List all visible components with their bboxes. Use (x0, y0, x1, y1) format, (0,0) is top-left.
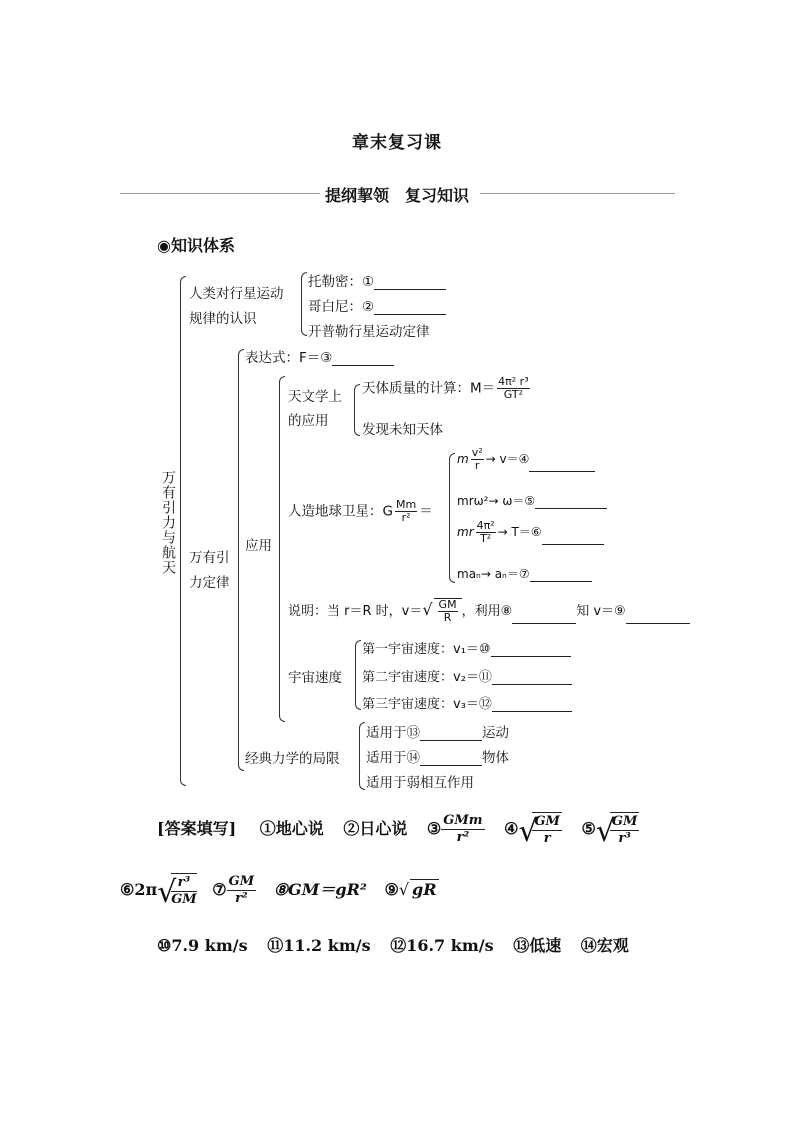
cosmic-speed-label: 宇宙速度 (288, 670, 342, 686)
answer-4: ④ √ $\frac{GM}{r}$ (504, 814, 560, 849)
astro-brace (354, 384, 360, 436)
satellite-item: 人造地球卫星：G $\frac{Mm}{\text{r²}}$ ＝ (288, 498, 433, 524)
answer-12: ⑫16.7 km/s (390, 936, 494, 955)
section-banner (0, 183, 794, 206)
b1-item-ptolemy: 托勒密：① (308, 270, 446, 290)
application-brace (279, 376, 285, 722)
root-label: 万有引力与航天 (160, 470, 176, 575)
answer-11: ⑪11.2 km/s (267, 936, 371, 955)
root-brace (180, 276, 186, 786)
astro-label-1: 天文学上 (288, 389, 342, 405)
mass-calc-item: 天体质量的计算：M＝ $\frac{\text{4π² r³}}{\text{GT²}}$ (362, 375, 529, 401)
satellite-brace (449, 453, 455, 583)
limitation-label: 经典力学的局限 (245, 751, 340, 767)
answer-13: ⑬低速 (513, 936, 562, 955)
answer-5: ⑤ √ $\frac{GM}{\text{r³}}$ (581, 814, 638, 849)
limit-macro: 适用于⑭ 物体 (366, 750, 509, 766)
discover-item: 发现未知天体 (362, 422, 443, 438)
answer-1: ①地心说 (259, 819, 324, 838)
answer-14: ⑭宏观 (580, 936, 629, 955)
answers-row-2 (120, 873, 439, 908)
b1-item-copernicus: 哥白尼：② (308, 295, 446, 315)
sat-formula-omega: mrω²→ ω＝⑤ (457, 492, 607, 509)
answers-row-1 (157, 812, 639, 847)
section-heading: ◉知识体系 (157, 236, 235, 255)
b1-label-1: 人类对行星运动 (189, 286, 284, 302)
answers-label: [答案填写] (157, 819, 237, 838)
application-label: 应用 (245, 538, 272, 554)
limit-weak-interaction: 适用于弱相互作用 (366, 775, 474, 791)
sat-formula-T: mr $\frac{\text{4π²}}{\text{T²}}$ → T＝⑥ (457, 520, 604, 545)
sat-formula-a: maₙ→ aₙ＝⑦ (457, 565, 592, 582)
answer-6: ⑥2π √ $\frac{\text{r³}}{GM}$ (120, 875, 197, 910)
b1-brace (301, 272, 307, 336)
second-cosmic-speed: 第二宇宙速度：v₂＝⑪ (362, 666, 572, 685)
third-cosmic-speed: 第三宇宙速度：v₃＝⑫ (362, 693, 572, 712)
b1-label-2: 规律的认识 (189, 311, 257, 327)
cosmic-brace (355, 640, 361, 710)
answer-10: ⑩7.9 km/s (157, 936, 248, 955)
expression-item: 表达式：F＝③ (245, 346, 394, 366)
note-item: 说明：当 r＝R 时，v＝√ $\frac{GM}{R}$ ，利用⑧ 知 v＝⑨ (288, 598, 690, 624)
answer-3: ③ GMm r² (426, 813, 483, 845)
page-title: 章末复习课 (352, 133, 442, 153)
first-cosmic-speed: 第一宇宙速度：v₁＝⑩ (362, 638, 571, 657)
limitation-brace (359, 722, 365, 790)
answer-8: ⑧GM＝gR² (273, 880, 367, 899)
sat-formula-v: m $\frac{\text{v²}}{r}$ → v＝④ (457, 447, 595, 472)
answers-row-3 (157, 933, 629, 956)
banner-text: 提纲挈领 复习知识 (321, 186, 473, 205)
b1-item-kepler: 开普勒行星运动定律 (308, 324, 430, 340)
b2-label-2: 力定律 (189, 575, 230, 591)
answer-7: ⑦ $\frac{GM}{\text{r²}}$ (212, 874, 255, 906)
answer-9: ⑨√ gR (384, 880, 437, 899)
answer-2: ②日心说 (343, 819, 408, 838)
limit-low-speed: 适用于⑬ 运动 (366, 725, 509, 741)
astro-label-2: 的应用 (288, 413, 329, 429)
b2-label-1: 万有引 (189, 550, 230, 566)
b2-brace (238, 349, 244, 771)
